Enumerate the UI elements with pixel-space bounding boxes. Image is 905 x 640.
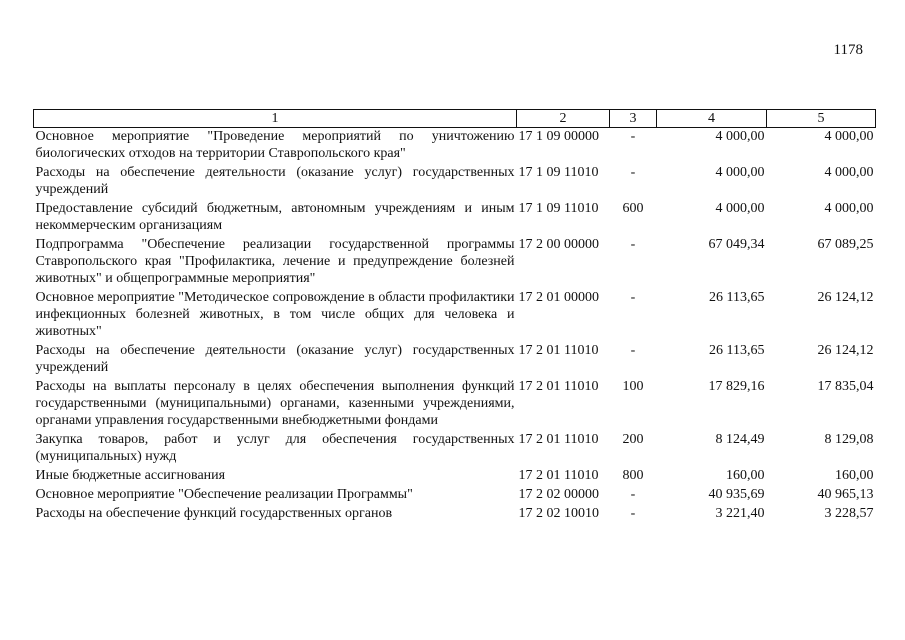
row-expense-type: - xyxy=(630,343,636,358)
table-row xyxy=(34,236,876,289)
table-row xyxy=(34,467,876,486)
header-row xyxy=(34,110,876,128)
row-name: Подпрограмма "Обеспечение реализации государственной программы Ставропольского края "Профилактика, лечение и предупреждение болезней животных" и общепрограммные мероприятия" xyxy=(35,237,515,286)
row-code: 17 2 02 10010 xyxy=(518,506,599,521)
header-col-3: 3 xyxy=(610,110,657,128)
header-col-1: 1 xyxy=(34,110,517,128)
row-expense-type: - xyxy=(630,487,636,502)
page-number: 1178 xyxy=(833,42,863,58)
row-expense-type: - xyxy=(630,290,636,305)
row-expense-type: 600 xyxy=(622,201,644,216)
table-row xyxy=(34,486,876,505)
table-row xyxy=(34,505,876,524)
row-sum-2: 4 000,00 xyxy=(824,165,874,180)
row-sum-1: 26 113,65 xyxy=(709,343,765,358)
row-expense-type: - xyxy=(630,165,636,180)
table-row xyxy=(34,378,876,431)
table-row xyxy=(34,164,876,200)
budget-table xyxy=(33,109,876,524)
row-expense-type: 800 xyxy=(622,468,644,483)
table-row xyxy=(34,128,876,165)
row-code: 17 1 09 00000 xyxy=(518,129,599,144)
row-expense-type: - xyxy=(630,237,636,252)
row-name: Расходы на выплаты персоналу в целях обеспечения выполнения функций государственными (муниципальными) органами, казенными учреждениями, органами управления государственными внебюджетными фондами xyxy=(35,379,515,428)
row-expense-type: 100 xyxy=(622,379,644,394)
row-sum-2: 26 124,12 xyxy=(817,343,874,358)
row-name: Основное мероприятие "Проведение мероприятий по уничтожению биологических отходов на территории Ставропольского края" xyxy=(35,129,515,161)
row-code: 17 1 09 11010 xyxy=(518,201,599,216)
row-sum-1: 8 124,49 xyxy=(715,432,765,447)
row-code: 17 2 01 11010 xyxy=(518,379,599,394)
row-sum-1: 4 000,00 xyxy=(715,201,765,216)
row-name: Расходы на обеспечение деятельности (оказание услуг) государственных учреждений xyxy=(35,165,515,197)
row-sum-1: 17 829,16 xyxy=(708,379,765,394)
row-sum-2: 3 228,57 xyxy=(824,506,874,521)
header-col-2: 2 xyxy=(517,110,610,128)
row-sum-2: 26 124,12 xyxy=(817,290,874,305)
row-name: Закупка товаров, работ и услуг для обеспечения государственных (муниципальных) нужд xyxy=(35,432,515,464)
row-sum-2: 67 089,25 xyxy=(817,237,874,252)
row-name: Иные бюджетные ассигнования xyxy=(35,468,226,483)
row-code: 17 1 09 11010 xyxy=(518,165,599,180)
header-col-4: 4 xyxy=(657,110,767,128)
row-sum-1: 26 113,65 xyxy=(709,290,765,305)
row-name: Расходы на обеспечение функций государственных органов xyxy=(35,506,393,521)
row-code: 17 2 01 11010 xyxy=(518,343,599,358)
row-code: 17 2 01 11010 xyxy=(518,432,599,447)
row-sum-1: 4 000,00 xyxy=(715,129,765,144)
row-name: Основное мероприятие "Методическое сопровождение в области профилактики инфекционных болезней животных, в том числе общих для человека и животных" xyxy=(35,290,515,339)
row-sum-1: 160,00 xyxy=(726,468,765,483)
row-sum-2: 4 000,00 xyxy=(824,201,874,216)
row-sum-1: 3 221,40 xyxy=(715,506,765,521)
row-sum-2: 160,00 xyxy=(835,468,874,483)
header-col-5: 5 xyxy=(767,110,876,128)
row-code: 17 2 00 00000 xyxy=(518,237,599,252)
row-sum-1: 67 049,34 xyxy=(708,237,765,252)
row-name: Предоставление субсидий бюджетным, автономным учреждениям и иным некоммерческим организациям xyxy=(35,201,515,233)
row-sum-2: 8 129,08 xyxy=(824,432,874,447)
table-row xyxy=(34,342,876,378)
row-sum-1: 40 935,69 xyxy=(708,487,765,502)
row-code: 17 2 02 00000 xyxy=(518,487,599,502)
row-sum-2: 17 835,04 xyxy=(817,379,874,394)
row-code: 17 2 01 00000 xyxy=(518,290,599,305)
row-expense-type: - xyxy=(630,506,636,521)
row-sum-1: 4 000,00 xyxy=(715,165,765,180)
table-row xyxy=(34,200,876,236)
table-row xyxy=(34,289,876,342)
row-sum-2: 4 000,00 xyxy=(824,129,874,144)
table-row xyxy=(34,431,876,467)
row-code: 17 2 01 11010 xyxy=(518,468,599,483)
row-name: Основное мероприятие "Обеспечение реализации Программы" xyxy=(35,487,413,502)
row-name: Расходы на обеспечение деятельности (оказание услуг) государственных учреждений xyxy=(35,343,515,375)
row-sum-2: 40 965,13 xyxy=(817,487,874,502)
row-expense-type: - xyxy=(630,129,636,144)
row-expense-type: 200 xyxy=(622,432,644,447)
